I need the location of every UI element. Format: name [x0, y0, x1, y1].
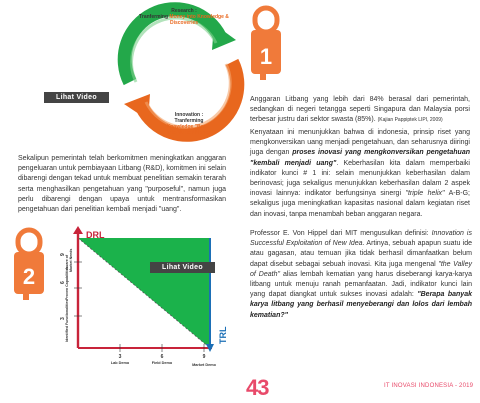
left-paragraph: Sekalipun pemerintah telah berkomitmen meningkatkan anggaran pengeluaran untuk pembiayaan Litbang (R&D), komitmen ini selain dibarengi dengan tekad untuk membuat penelitian semakin terarah serta menghasilkan pengetahuan yang "purposeful", namun juga perlu dibarengi dengan upaya untuk mentransformasikan pengetahuan dari penelitian kembali menjadi "uang".	[18, 155, 226, 214]
key-number-2: 2	[22, 264, 36, 289]
rb-d: "the Valley of Death"	[250, 260, 472, 278]
y-label-proven-capabilities: Proven Capabilities	[65, 266, 69, 300]
key-number-1: 1	[259, 44, 273, 69]
innovation-sub3: Into Value / Money	[167, 130, 211, 136]
x-num-6: 6	[160, 354, 164, 360]
right-paragraph-3	[250, 229, 472, 321]
research-sub-plain: Tranferming	[139, 14, 169, 20]
research-title: Research :	[171, 8, 197, 14]
y-label-market-needs: Market Needs	[69, 248, 73, 272]
innovation-title: Innovation :	[174, 112, 204, 118]
p1-source: (Kajian Pappiptek LIPI, 2009)	[377, 117, 443, 124]
rb-f: "Berapa banyak karya litbang yang berhasil menyeberangi dan lolos dari lembah kematian?"	[250, 291, 472, 319]
watch-video-button-chart[interactable]: Lihat Video	[150, 262, 215, 273]
key-icon-1	[246, 2, 286, 82]
research-label	[134, 8, 234, 26]
p2-e: A-B-G; sekaligus juga meningkatkan kapasitas nasional dalam kegiatan riset dan inovasi, tanpa menambah beban anggaran negara.	[250, 190, 470, 218]
y-num-6: 6	[60, 281, 66, 284]
research-sub-highlight: Money into Knowledge & Discoveries	[169, 14, 229, 26]
rb-b: Innovation is Successful Exploitation of New Idea	[250, 230, 472, 248]
watch-video-button-top[interactable]: Lihat Video	[44, 92, 109, 103]
y-num-9: 9	[60, 253, 66, 256]
right-paragraph-2	[250, 128, 470, 220]
innovation-sub1: Tranferming	[174, 118, 204, 124]
y-label-aware-of: Aware of	[65, 254, 69, 270]
x-num-9: 9	[202, 354, 206, 360]
y-label-identified-functionalities: Identified Functionalities	[65, 299, 69, 342]
x-label-field-demo: Field Demo	[151, 361, 173, 365]
p2-d: "triple helix"	[405, 190, 445, 198]
drl-label: DRL	[86, 230, 105, 240]
trl-label: TRL	[218, 326, 228, 344]
rb-c: . Artinya, sebuah apapun suatu ide atau gagasan, atau temuan jika tidak berhasil dimanfaatkan belum dapat disebut sebagai sebuah inovasi. Kita juga mengenal	[250, 240, 472, 268]
x-label-lab-demo: Lab Demo	[110, 361, 130, 365]
x-label-market-demo: Market Demo	[192, 363, 216, 367]
innovation-sub2: Knowledge "Back"	[166, 124, 212, 130]
x-num-3: 3	[118, 354, 122, 360]
drl-trl-chart	[40, 226, 240, 386]
p2-c: . Keberhasilan kita dalam memperbaiki indikator kunci # 1 ini: selain menunjukkan keberhasilan dalam berinovasi; juga sekaligus menunjukkan keberhasilan dalam 2 aspek inovasi lainnya: indikator berfungsinya sinergi	[250, 159, 470, 198]
page-number: 43	[246, 375, 269, 400]
right-paragraph-1	[250, 95, 470, 126]
rb-e: alias lembah kematian yang harus diseberangi karya-karya litbang untuk menuju ranah pemanfaatan. Jadi, indikator kunci lain yang dapat diangkat untuk sukses inovasi adalah:	[250, 270, 472, 299]
innovation-label	[146, 112, 232, 136]
p1-text: Anggaran Litbang yang lebih dari 84% berasal dari pemerintah, sedangkan di negeri tetangga seperti Singapura dan Malaysia porsi terbesar justru dari sektor swasta (85%).	[250, 96, 470, 124]
p2-b: proses inovasi yang mengkonversikan pengetahuan "kembali menjadi uang"	[250, 149, 470, 167]
publication-title: IT INOVASI INDONESIA - 2019	[384, 383, 474, 389]
rb-a: Professor E. Von Hippel dari MIT mengusulkan definisi:	[250, 230, 432, 237]
p2-a: Kenyataan ini menunjukkan bahwa di indonesia, prinsip riset yang mengkonversikan uang menjadi pengetahuan, dan seharusnya diiringi juga dengan	[250, 129, 470, 157]
y-num-3: 3	[60, 317, 66, 320]
